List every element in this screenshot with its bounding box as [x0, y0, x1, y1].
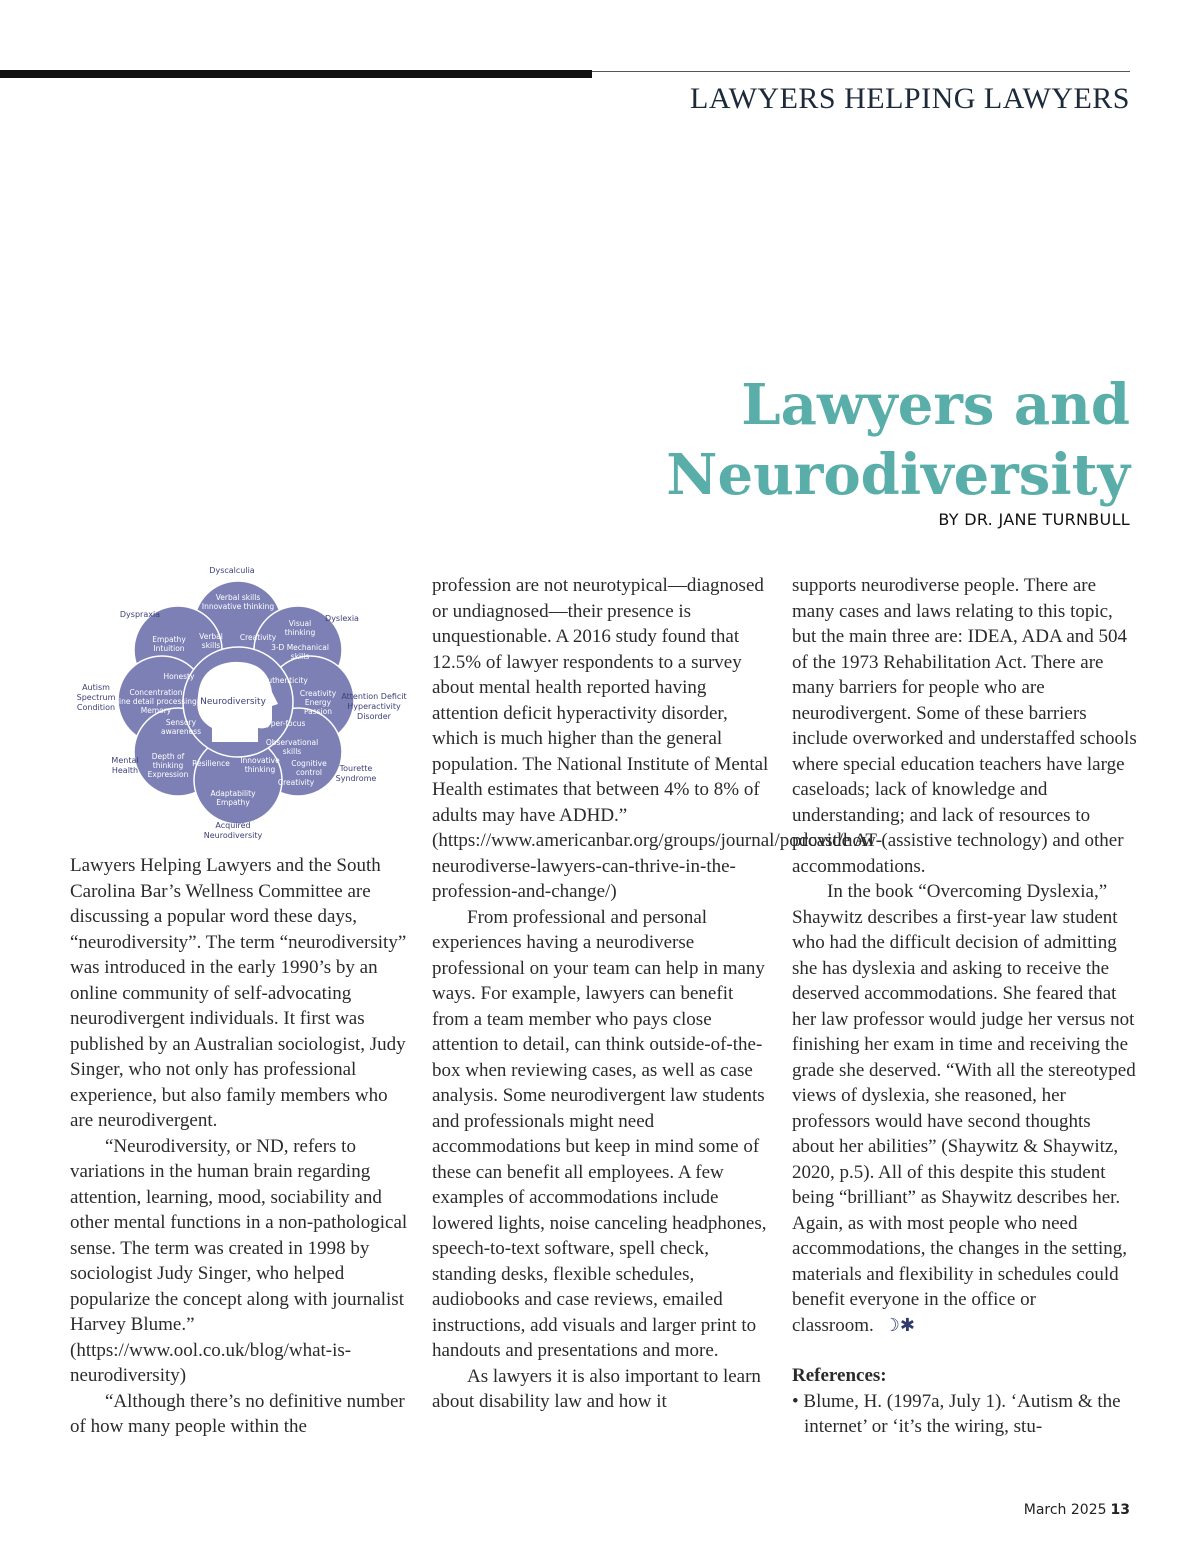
outer-label: Dyscalculia — [209, 566, 255, 575]
outer-label: Dyspraxia — [119, 610, 161, 619]
outer-label: Acquired — [215, 821, 251, 830]
petal-label: thinking — [244, 765, 276, 774]
petal-label: Adaptability — [210, 789, 256, 798]
diagram-center-label: Neurodiversity — [200, 697, 266, 707]
outer-label: Neurodiversity — [203, 831, 263, 840]
article-title-line2: Neurodiversity — [666, 442, 1130, 508]
petal-label: Hyper-focus — [260, 719, 306, 728]
issue-date: March 2025 — [1023, 1502, 1107, 1518]
petal-label: Creativity — [277, 778, 315, 787]
outer-label: Disorder — [357, 712, 391, 721]
outer-label: Autism — [82, 683, 110, 692]
page-footer — [1024, 1502, 1130, 1518]
petal-label: Verbal — [199, 632, 223, 641]
references-heading: References: — [792, 1365, 887, 1386]
paragraph: “Although there’s no definitive number of how many people within the — [70, 1390, 405, 1437]
paragraph: supports neurodiverse people. There are many cases and laws relating to this topic, but the main three are: IDEA, ADA and 504 of the 1973 Rehabilitation Act. There are many barriers for people who are neurodivergent. Some of these barriers include overworked and understaffed schools where special education teachers have large caseloads; lack of knowledge and understanding; and lack of resources to provide AT (assistive technology) and other accommodations. — [792, 575, 1137, 877]
petal-label: Concentration — [129, 688, 183, 697]
petal-label: Cognitive — [291, 759, 327, 768]
petal-label: Intuition — [153, 644, 185, 653]
header-rule-thin — [592, 71, 1130, 72]
petal-label: Sensory — [165, 718, 197, 727]
outer-label: Mental — [111, 756, 139, 765]
petal-label: Authenticity — [262, 676, 308, 685]
outer-label: Condition — [76, 703, 116, 712]
petal-label: Expression — [147, 770, 189, 779]
petal-label: 3-D Mechanical — [271, 643, 329, 652]
petal-label: Visual — [288, 619, 312, 628]
page-number: 13 — [1110, 1502, 1130, 1518]
petal-label: Resilience — [192, 759, 230, 768]
petal-label: Passion — [303, 707, 333, 716]
petal-label: Memory — [140, 706, 172, 715]
petal-label: Creativity — [299, 689, 337, 698]
outer-label: Dyslexia — [325, 614, 359, 623]
outer-label: Health — [111, 766, 139, 775]
petal-label: skills — [290, 652, 310, 661]
paragraph: profession are not neurotypical—diagnosed or undiagnosed—their presence is unquestionable. A 2016 study found that 12.5% of lawyer respondents to a survey about mental health reported having attention deficit hyperactivity disorder, which is much higher than the general population. The National Institute of Mental Health estimates that between 4% to 8% of adults may have ADHD.” (https://www.americanbar.org/groups/journal/podcast/how-neurodiverse-lawyers-can-thrive-in-the-profession-and-change/) — [432, 575, 883, 902]
petal-label: Creativity — [239, 633, 277, 642]
petal-label: skills — [201, 641, 221, 650]
petal-label: Empathy — [216, 798, 250, 807]
palmetto-icon: ☽✱ — [883, 1314, 916, 1335]
section-title: LAWYERS HELPING LAWYERS — [690, 82, 1130, 115]
petal-label: Verbal skills — [215, 593, 261, 602]
reference-item: • Blume, H. (1997a, July 1). ‘Autism & the internet’ or ‘it’s the wiring, stu- — [792, 1390, 1121, 1437]
outer-label: Tourette — [339, 764, 373, 773]
paragraph: Lawyers Helping Lawyers and the South Carolina Bar’s Wellness Committee are discussing a popular word these days, “neurodiversity”. The term “neurodiversity” was introduced in the early 1990’s by an online community of self-advocating neurodivergent individuals. It first was published by an Australian sociologist, Judy Singer, who not only has professional experience, but also family members who are neurodivergent. — [70, 855, 407, 1131]
paragraph-with-end-mark — [792, 879, 1137, 1338]
petal-label: awareness — [160, 727, 202, 736]
petal-label: skills — [282, 747, 302, 756]
petal-label: Depth of — [151, 752, 185, 761]
petal-label: Energy — [304, 698, 332, 707]
outer-label: Attention Deficit — [341, 692, 407, 701]
paragraph: From professional and personal experiences having a neurodiverse professional on your team can help in many ways. For example, lawyers can benefit from a team member who pays close attention to detail, can think outside-of-the-box when reviewing cases, as well as case analysis. Some neurodivergent law students and professionals might need accommodations but keep in mind some of these can benefit all employees. A few examples of accommodations include lowered lights, noise canceling headphones, speech-to-text software, spell check, standing desks, flexible schedules, audiobooks and case reviews, emailed instructions, add visuals and larger print to handouts and presentations and more. — [432, 906, 767, 1361]
article-column-3 — [792, 573, 1137, 1440]
outer-label: Spectrum — [76, 693, 116, 702]
byline: BY DR. JANE TURNBULL — [938, 510, 1130, 529]
petal-label: control — [296, 768, 322, 777]
outer-label: Hyperactivity — [347, 702, 401, 711]
article-title-line1: Lawyers and — [741, 372, 1130, 438]
petal-label: thinking — [284, 628, 316, 637]
article-column-1 — [70, 853, 408, 1440]
neurodiversity-diagram — [72, 560, 412, 845]
petal-label: thinking — [152, 761, 184, 770]
header-rule-thick — [0, 70, 592, 78]
paragraph: “Neurodiversity, or ND, refers to variations in the human brain regarding attention, learning, mood, sociability and other mental functions in a non-pathological sense. The term was created in 1998 by sociologist Judy Singer, who helped popularize the concept along with journalist Harvey Blume.” (https://www.ool.co.uk/blog/what-is-neurodiversity) — [70, 1135, 408, 1386]
paragraph: As lawyers it is also important to learn about disability law and how it — [432, 1365, 761, 1412]
petal-label: Innovative thinking — [201, 602, 275, 611]
petal-label: Observational — [265, 738, 319, 747]
petal-label: Empathy — [152, 635, 186, 644]
petal-label: Honesty — [163, 672, 195, 681]
petal-label: Innovative — [240, 756, 280, 765]
paragraph-text: In the book “Overcoming Dyslexia,” Shaywitz describes a first-year law student who had the difficult decision of admitting she has dyslexia and asking to receive the deserved accommodations. She feared that her law professor would judge her versus not finishing her exam in time and receiving the grade she deserved. “With all the stereotyped views of dyslexia, she reasoned, her professors would have second thoughts about her abilities” (Shaywitz & Shaywitz, 2020, p.5). All of this despite this student being “brilliant” as Shaywitz describes her. Again, as with most people who need accommodations, the changes in the setting, materials and flexibility in schedules could benefit everyone in the office or classroom. — [792, 881, 1136, 1336]
article-title — [666, 370, 1130, 510]
outer-label: Syndrome — [335, 774, 377, 783]
petal-label: Fine detail processing — [115, 697, 197, 706]
